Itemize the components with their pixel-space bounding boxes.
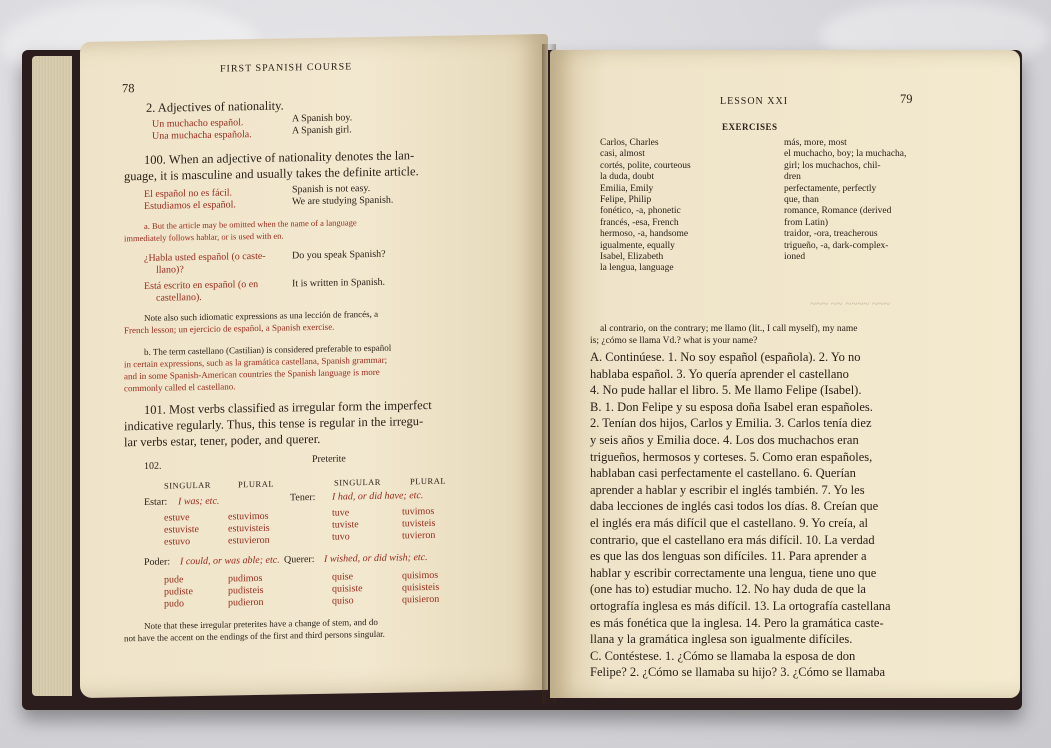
verb-form: quiso [332, 595, 354, 607]
text-line: más, more, most [784, 138, 847, 148]
verb-form: quisimos [402, 569, 439, 582]
note-a: immediately follows hablar, or is used with en. [124, 230, 284, 244]
verb-form: tuvisteis [402, 517, 436, 530]
column-singular: SINGULAR [164, 479, 211, 491]
verb-form: tuviste [332, 519, 359, 531]
verb-form: pudo [164, 598, 184, 610]
example-en: We are studying Spanish. [292, 194, 394, 208]
note-b: b. The term castellano (Castilian) is considered preferable to español [144, 342, 392, 357]
verb-gloss: I had, or did have; etc. [332, 490, 424, 503]
text-line: fonético, -a, phonetic [600, 206, 681, 217]
note-final: not have the accent on the endings of the first and third persons singular. [124, 628, 385, 644]
verb-form: estuvisteis [228, 522, 270, 535]
example-es: castellano). [156, 291, 202, 304]
paragraph-100: 100. When an adjective of nationality denotes the lan- [144, 148, 415, 167]
column-plural: PLURAL [238, 478, 275, 490]
verb-form: pudimos [228, 572, 263, 585]
verb-form: pudieron [228, 596, 264, 609]
text-line: llana y la gramática inglesa son igualmente difíciles. [590, 632, 853, 647]
verb-label: Tener: [290, 491, 316, 504]
verb-form: estuviste [164, 524, 199, 536]
text-line: girl; los muchachos, chil- [784, 160, 881, 171]
text-line: igualmente, equally [600, 240, 675, 251]
verb-form: quisiste [332, 583, 363, 595]
example-es: Está escrito en español (o en [144, 278, 259, 292]
text-line: aprender a hablar y escribir el inglés también. 7. Yo les [590, 482, 865, 497]
text-line: la lengua, language [600, 263, 674, 274]
text-line: el muchacho, boy; la muchacha, [784, 149, 907, 160]
example-es: Una muchacha española. [152, 129, 252, 142]
verb-form: tuve [332, 507, 350, 519]
text-line: hermoso, -a, handsome [600, 229, 689, 240]
verb-form: tuvo [332, 531, 350, 543]
text-line: Carlos, Charles [600, 138, 659, 148]
verb-form: quisisteis [402, 581, 440, 594]
phrases-line: is; ¿cómo se llama Vd.? what is your name? [590, 336, 758, 346]
verb-gloss: I wished, or did wish; etc. [324, 552, 428, 565]
verb-form: estuvieron [228, 534, 270, 547]
note-final: Note that these irregular preterites have a change of stem, and do [144, 616, 378, 631]
paragraph-101: indicative regularly. Thus, this tense is regular in the irregu- [124, 414, 424, 434]
preterite-title: Preterite [312, 453, 346, 466]
text-line: traidor, -ora, treacherous [784, 229, 878, 240]
paragraph-101: 101. Most verbs classified as irregular form the imperfect [144, 397, 432, 417]
text-line: que, than [784, 195, 819, 205]
text-line: C. Contéstese. 1. ¿Cómo se llamaba la esposa de don [590, 648, 856, 663]
text-line: casi, almost [600, 149, 645, 160]
text-line: Felipe? 2. ¿Cómo se llamaba su hijo? 3. ¿Cómo se llamaba [590, 665, 886, 680]
verb-form: quise [332, 571, 354, 583]
exercises-heading: EXERCISES [722, 122, 778, 132]
text-line: trigueño, -a, dark-complex- [784, 240, 889, 251]
running-head: FIRST SPANISH COURSE [220, 61, 353, 75]
note-b: commonly called el castellano. [124, 381, 236, 394]
example-en: A Spanish boy. [292, 112, 353, 125]
handwritten-scribble: ~~~ ~~ ~~~~ ~~~ [810, 298, 890, 310]
note-b: in certain expressions, such as la gramática castellana, Spanish grammar; [124, 354, 388, 370]
paragraph-100: guage, it is masculine and usually takes the definite article. [124, 164, 419, 184]
text-line: hablaban casi perfectamente el castellano. 6. Querían [590, 466, 856, 481]
example-es: llano)? [156, 264, 184, 276]
verb-form: estuve [164, 512, 190, 524]
phrases-line: al contrario, on the contrary; me llamo (lit., I call myself), my name [600, 324, 858, 334]
verb-form: pudiste [164, 586, 193, 598]
example-es: Un muchacho español. [152, 117, 244, 130]
paragraph-101: lar verbs estar, tener, poder, and querer. [124, 431, 321, 450]
text-line: (one has to) estudiar mucho. 12. No hay duda de que la [590, 582, 866, 597]
text-line: y seis años y Emilia doce. 4. Los dos muchachos eran [590, 433, 859, 447]
text-line: dren [784, 172, 801, 183]
open-book [22, 38, 1030, 718]
note-b: and in some Spanish-American countries the Spanish language is more [124, 366, 380, 382]
example-es: Estudiamos el español. [144, 199, 236, 212]
text-line: B. 1. Don Felipe y su esposa doña Isabel eran españoles. [590, 399, 873, 414]
text-line: Isabel, Elizabeth [600, 252, 664, 262]
text-line: 2. Tenían dos hijos, Carlos y Emilia. 3. Carlos tenía diez [590, 416, 872, 431]
example-es: El español no es fácil. [144, 187, 233, 200]
verb-form: estuvimos [228, 510, 269, 523]
left-page [80, 34, 548, 698]
lesson-head: LESSON XXI [720, 96, 789, 107]
text-line: trigueños, hermosos y corteses. 5. Como eran españoles, [590, 449, 873, 464]
text-line: romance, Romance (derived [784, 206, 892, 217]
text-line: Felipe, Philip [600, 195, 652, 205]
verb-label: Poder: [144, 556, 171, 568]
verb-form: pude [164, 574, 184, 586]
text-line: ortografía inglesa es más difícil. 13. La ortografía castellana [590, 599, 891, 613]
verb-gloss: I could, or was able; etc. [180, 554, 280, 568]
text-line: A. Continúese. 1. No soy español (española). 2. Yo no [590, 350, 861, 364]
example-en: It is written in Spanish. [292, 276, 386, 290]
column-plural: PLURAL [410, 475, 447, 487]
note-a: a. But the article may be omitted when the name of a language [144, 217, 357, 231]
verb-form: tuvieron [402, 529, 436, 542]
text-line: hablar y escribir correctamente una lengua, tiene uno que [590, 565, 877, 580]
example-en: A Spanish girl. [292, 124, 352, 137]
text-line: francés, -esa, French [600, 217, 679, 228]
verb-label: Estar: [144, 496, 168, 508]
verb-form: estuvo [164, 536, 191, 548]
text-line: 4. No pude hallar el libro. 5. Me llamo Felipe (Isabel). [590, 383, 862, 398]
verb-label: Querer: [284, 553, 315, 566]
text-line: la duda, doubt [600, 172, 655, 183]
text-line: el inglés era más difícil que el castellano. 9. Yo creía, al [590, 516, 869, 530]
text-line: es más fonética que la inglesa. 14. Pero la gramática caste- [590, 615, 884, 630]
text-line: Emilia, Emily [600, 183, 654, 194]
verb-form: tuvimos [402, 505, 435, 518]
verb-form: quisieron [402, 593, 440, 606]
example-es: ¿Habla usted español (o caste- [144, 250, 266, 264]
text-line: cortés, polite, courteous [600, 160, 691, 171]
section-heading: 2. Adjectives of nationality. [146, 98, 284, 115]
right-page [550, 50, 1020, 698]
text-line: es que las dos lenguas son difíciles. 11. Para aprender a [590, 549, 867, 564]
text-line: daba lecciones de inglés casi todos los días. 8. Creían que [590, 499, 879, 514]
text-line: ioned [784, 252, 806, 262]
text-line: perfectamente, perfectly [784, 183, 877, 194]
paragraph-102-number: 102. [144, 460, 162, 472]
text-line: hablaba español. 3. Yo quería aprender el castellano [590, 366, 849, 381]
verb-gloss: I was; etc. [178, 495, 220, 508]
column-singular: SINGULAR [334, 476, 381, 488]
note-idiom: French lesson; un ejercicio de español, a Spanish exercise. [124, 321, 335, 336]
example-en: Spanish is not easy. [292, 183, 371, 196]
page-edges [32, 56, 72, 696]
text-line: from Latin) [784, 217, 829, 228]
example-en: Do you speak Spanish? [292, 248, 386, 262]
text-line: contrario, que el castellano era más difícil. 10. La verdad [590, 532, 875, 547]
page-number: 78 [122, 81, 135, 96]
page-number: 79 [900, 92, 913, 106]
verb-form: pudisteis [228, 584, 264, 597]
note-idiom: Note also such idiomatic expressions as una lección de francés, a [144, 308, 379, 323]
